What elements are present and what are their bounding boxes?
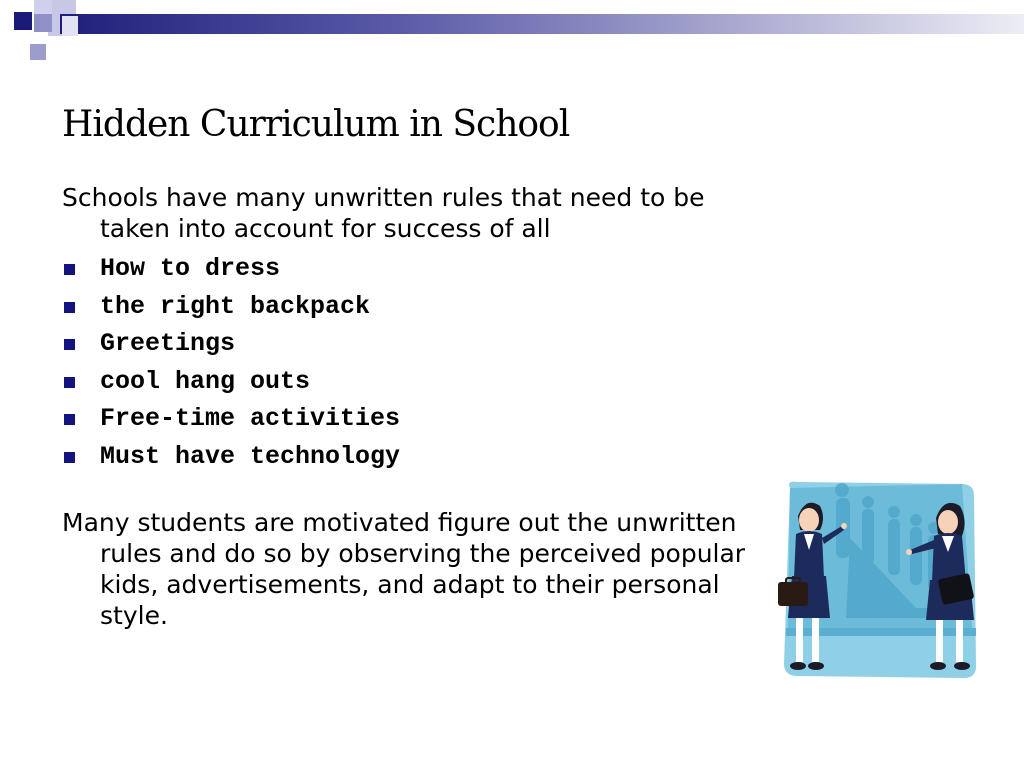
- square-bullet-icon: [64, 264, 75, 275]
- bullet-list: [62, 254, 752, 479]
- list-item-text: Must have technology: [100, 441, 401, 471]
- list-item: [62, 442, 752, 480]
- slide-body: [62, 182, 752, 631]
- square-bullet-icon: [64, 339, 75, 350]
- header-gradient-bar: [60, 14, 1024, 34]
- list-item: [62, 329, 752, 367]
- list-item-text: cool hang outs: [100, 366, 311, 396]
- schoolgirls-clipart-icon: [776, 478, 984, 684]
- list-item-text: Free-time activities: [100, 404, 401, 433]
- decor-square: [34, 0, 52, 14]
- square-bullet-icon: [64, 414, 75, 425]
- decor-square: [34, 14, 52, 32]
- closing-paragraph: Many students are motivated figure out the unwritten rules and do so by observing the perceived popular kids, advertisements, and adapt to their personal style.: [62, 508, 746, 630]
- slide-title: Hidden Curriculum in School: [62, 104, 570, 145]
- list-item: [62, 404, 752, 442]
- decor-square: [14, 12, 32, 30]
- list-item-text: Greetings: [100, 329, 236, 358]
- decor-square: [30, 44, 46, 60]
- decor-square: [62, 16, 78, 36]
- list-item-text: the right backpack: [100, 291, 371, 321]
- square-bullet-icon: [64, 377, 75, 388]
- intro-paragraph: Schools have many unwritten rules that need to be taken into account for success of all: [62, 183, 705, 243]
- list-item-text: How to dress: [100, 254, 281, 283]
- list-item: [62, 292, 752, 330]
- square-bullet-icon: [64, 302, 75, 313]
- square-bullet-icon: [64, 452, 75, 463]
- list-item: [62, 367, 752, 405]
- list-item: [62, 254, 752, 292]
